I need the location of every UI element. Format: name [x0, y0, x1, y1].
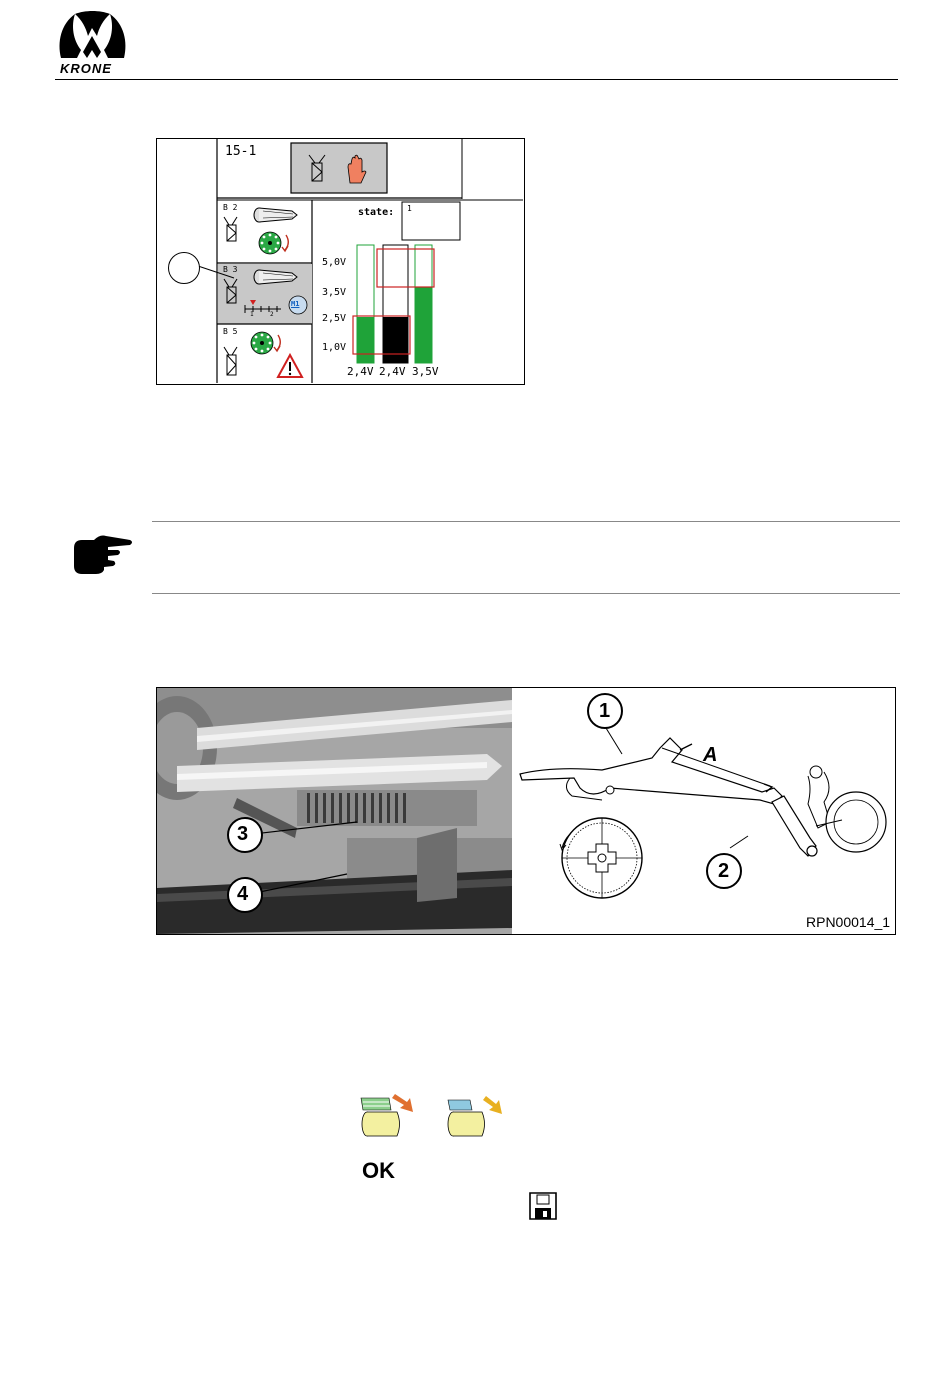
brand-wordmark: KRONE — [60, 61, 112, 76]
bar-reading-2: 2,4V — [379, 365, 406, 378]
note-bottom-rule — [152, 593, 900, 594]
warning-icon — [278, 355, 302, 377]
twine-knot-key-icon[interactable] — [359, 1090, 419, 1138]
menu-item-b5-label[interactable]: B 5 — [223, 327, 238, 336]
state-label: state: — [358, 207, 395, 218]
component-figure — [156, 687, 896, 935]
b5-sensor-icon — [224, 347, 237, 375]
callout-3: 3 — [237, 823, 249, 845]
bar-reading-1: 2,4V — [347, 365, 374, 378]
save-icon[interactable] — [528, 1191, 558, 1221]
level-label-3-5v: 3,5V — [322, 287, 347, 298]
figure-caption: RPN00014_1 — [806, 914, 891, 930]
callout-1: 1 — [599, 700, 611, 722]
b3-scale-label-1: 1 — [250, 311, 254, 318]
menu-item-b2-label[interactable]: B 2 — [223, 203, 238, 212]
dimension-a-label: A — [703, 744, 718, 766]
voltage-bar-chart — [353, 245, 434, 363]
bar-reading-3: 3,5V — [412, 365, 439, 378]
callout-2: 2 — [718, 860, 730, 882]
level-label-5v: 5,0V — [322, 257, 347, 268]
callout-circle — [168, 252, 200, 284]
header-divider — [55, 79, 898, 80]
net-wrap-key-icon[interactable] — [446, 1094, 508, 1138]
menu-item-b3-label[interactable]: B 3 — [223, 265, 238, 274]
knotter-drawing — [512, 688, 895, 934]
callout-4: 4 — [237, 883, 249, 905]
level-label-2-5v: 2,5V — [322, 313, 347, 324]
callout-leader — [196, 262, 236, 282]
b5-star-wheel-icon — [251, 332, 280, 354]
screen-id: 15-1 — [225, 144, 257, 159]
note-top-rule — [152, 521, 900, 522]
pointing-hand-icon — [72, 530, 134, 578]
manual-mode-icon — [291, 143, 387, 193]
m1-badge-label: M1 — [291, 300, 300, 308]
b2-sensor-icon — [224, 217, 237, 241]
b2-star-wheel-icon — [259, 232, 288, 254]
ok-key[interactable]: OK — [362, 1158, 395, 1183]
b2-twine-roll-icon — [254, 208, 297, 222]
machine-photo — [157, 688, 512, 934]
state-value: 1 — [407, 204, 412, 213]
b3-scale-label-2: 2 — [270, 311, 274, 318]
level-label-1v: 1,0V — [322, 342, 347, 353]
